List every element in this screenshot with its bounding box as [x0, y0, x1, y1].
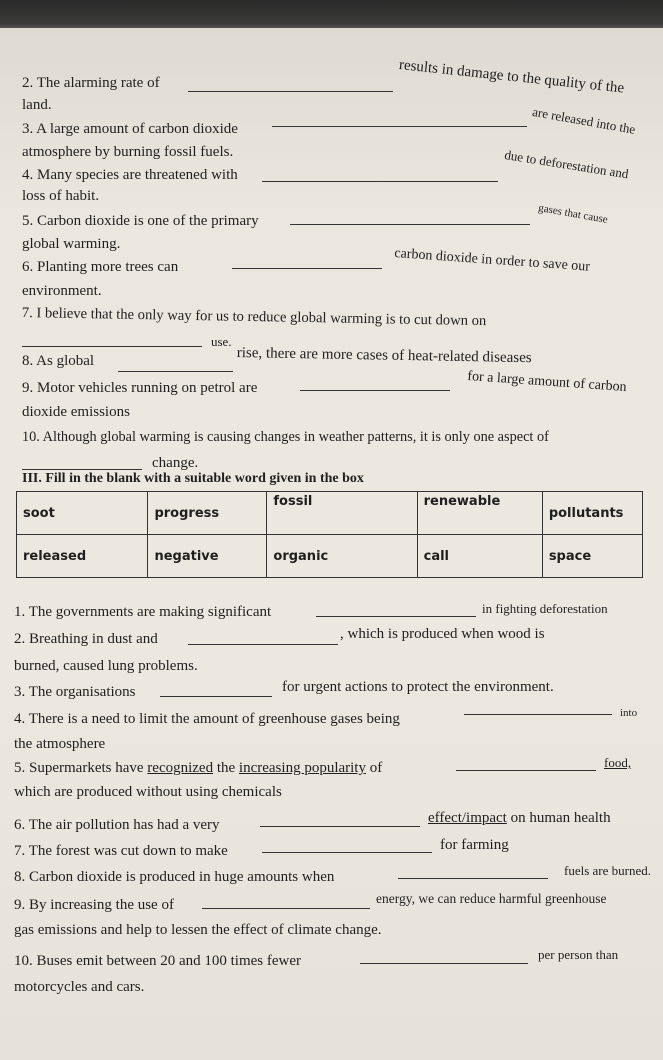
s3-q7-blank [262, 852, 432, 853]
s3-q8-blank [398, 878, 548, 879]
word-space: space [542, 535, 642, 578]
s3-q9-text: 9. By increasing the use of [14, 897, 174, 913]
word-fossil: fossil [267, 492, 417, 535]
s3-q3-text: 3. The organisations [14, 684, 136, 700]
s3-q2-tail: , which is produced when wood is [340, 626, 545, 642]
s3-q6-tail [428, 809, 611, 827]
s3-q1-blank [316, 616, 476, 617]
s3-q7-tail: for farming [440, 837, 509, 853]
s2-q8-blank [118, 371, 233, 372]
s2-q3-cont: atmosphere by burning fossil fuels. [22, 144, 234, 160]
s2-q2-text: 2. The alarming rate of [22, 75, 160, 91]
s3-q3-tail: for urgent actions to protect the environment. [282, 679, 554, 695]
s3-q8-tail: fuels are burned. [564, 863, 651, 878]
s2-q7-cont: use. [211, 334, 232, 349]
s3-q4-tail: into [620, 707, 638, 719]
s2-q2-blank [188, 91, 393, 92]
s2-q3-text: 3. A large amount of carbon dioxide [22, 121, 238, 137]
s3-q9-tail: energy, we can reduce harmful greenhouse [376, 891, 607, 906]
s2-q9-tail: for a large amount of carbon [466, 368, 628, 396]
word-renewable: renewable [417, 492, 542, 535]
s2-q10-cont: change. [152, 455, 199, 471]
word-box [16, 491, 643, 578]
s2-q9-blank [300, 390, 450, 391]
s3-q10-blank [360, 963, 528, 964]
s3-q9-blank [202, 908, 370, 909]
s3-q5-part-e: of [369, 760, 383, 776]
s3-q5-cont: which are produced without using chemicals [14, 784, 282, 800]
s2-q8-tail: rise, there are more cases of heat-related diseases [236, 344, 532, 367]
s2-q9-cont: dioxide emissions [22, 404, 130, 420]
word-released: released [17, 535, 148, 578]
s3-q1-tail: in fighting deforestation [482, 601, 608, 616]
s3-q8-text: 8. Carbon dioxide is produced in huge amounts when [14, 869, 335, 885]
s3-q10-text: 10. Buses emit between 20 and 100 times fewer [14, 953, 302, 969]
s2-q6-blank [232, 268, 382, 269]
s3-q5-recognized: recognized [147, 760, 214, 776]
section3-heading: III. Fill in the blank with a suitable word given in the box [22, 471, 364, 486]
word-call: call [417, 535, 542, 578]
s2-q10-text: 10. Although global warming is causing changes in weather patterns, it is only one aspect of [22, 429, 549, 445]
s2-q7-text: 7. I believe that the only way for us to reduce global warming is to cut down on [21, 304, 487, 330]
s2-q3-blank [272, 126, 527, 127]
s2-q4-tail: due to deforestation and [503, 146, 630, 182]
s3-q6-effect-impact: effect/impact [428, 810, 507, 826]
s2-q5-text: 5. Carbon dioxide is one of the primary [22, 213, 259, 229]
s3-q5-blank [456, 770, 596, 771]
s2-q6-cont: environment. [22, 283, 102, 299]
s3-q6-tail-b: on human health [510, 810, 611, 826]
s3-q5-increasing-popularity: increasing popularity [238, 760, 366, 776]
s2-q7-blank [22, 346, 202, 347]
s2-q4-text: 4. Many species are threatened with [22, 167, 238, 183]
s2-q5-cont: global warming. [22, 236, 121, 252]
s2-q6-tail: carbon dioxide in order to save our [393, 245, 591, 275]
s2-q3-tail: are released into the [531, 103, 637, 137]
s3-q6-blank [260, 826, 420, 827]
word-progress: progress [148, 492, 267, 535]
s2-q9-text: 9. Motor vehicles running on petrol are [22, 380, 258, 396]
s2-q2-cont: land. [22, 97, 52, 113]
word-soot: soot [17, 492, 148, 535]
s3-q4-blank [464, 714, 612, 715]
word-pollutants: pollutants [542, 492, 642, 535]
s3-q2-cont: burned, caused lung problems. [14, 658, 198, 674]
word-organic: organic [267, 535, 417, 578]
s2-q6-text: 6. Planting more trees can [22, 259, 179, 275]
s3-q5-tail: food, [604, 755, 632, 770]
s3-q4-text: 4. There is a need to limit the amount of greenhouse gases being [14, 711, 400, 727]
s3-q6-text: 6. The air pollution has had a very [14, 817, 220, 833]
s3-q3-blank [160, 696, 272, 697]
s3-q2-text: 2. Breathing in dust and [14, 631, 158, 647]
s3-q5-part-a: 5. Supermarkets have [14, 760, 144, 776]
s2-q4-cont: loss of habit. [22, 188, 100, 204]
s3-q2-blank [188, 644, 338, 645]
s3-q9-cont: gas emissions and help to lessen the effect of climate change. [14, 922, 382, 938]
s2-q4-blank [262, 181, 498, 182]
s3-q10-tail: per person than [538, 947, 619, 962]
s3-q1-text: 1. The governments are making significant [14, 604, 272, 620]
s2-q5-tail: gases that cause [537, 201, 609, 226]
s3-q5-part-c: the [216, 760, 236, 776]
s3-q4-cont: the atmosphere [14, 736, 106, 752]
s2-q5-blank [290, 224, 530, 225]
s3-q7-text: 7. The forest was cut down to make [14, 843, 228, 859]
s2-q2-tail: results in damage to the quality of the [398, 56, 625, 97]
s2-q8-text: 8. As global [22, 353, 95, 369]
word-negative: negative [148, 535, 267, 578]
s3-q10-cont: motorcycles and cars. [14, 979, 145, 995]
s3-q5-text [14, 759, 382, 777]
